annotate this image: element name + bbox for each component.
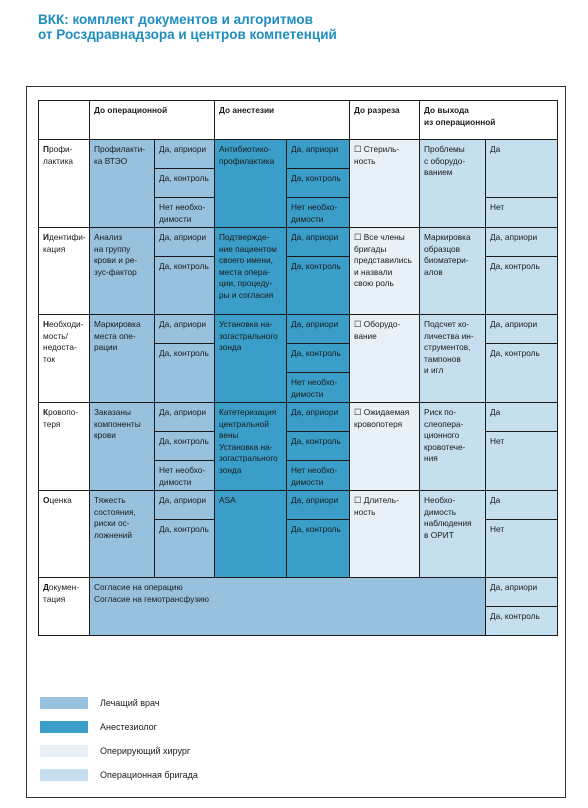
option-cell: Нет bbox=[486, 198, 558, 228]
option-cell: Да, априори bbox=[155, 315, 215, 344]
option-cell: Да, априори bbox=[287, 228, 350, 257]
option-cell: Да, априори bbox=[287, 140, 350, 169]
legend-swatch bbox=[40, 697, 88, 709]
option-cell: Да, контроль bbox=[287, 432, 350, 461]
header-before-anesthesia: До анестезии bbox=[215, 101, 350, 140]
legend-swatch bbox=[40, 745, 88, 757]
header-before-incision: До разреза bbox=[350, 101, 420, 140]
option-cell: Да, априори bbox=[287, 491, 350, 520]
header-empty bbox=[39, 101, 90, 140]
option-cell: Да, контроль bbox=[287, 169, 350, 198]
option-cell: Да, априори bbox=[486, 578, 558, 607]
legend-label: Операционная бригада bbox=[100, 770, 198, 780]
row-head-bloodloss: Кровопо- теря bbox=[39, 403, 90, 491]
option-cell: Да, контроль bbox=[155, 344, 215, 403]
option-cell: Да, априори bbox=[155, 491, 215, 520]
option-cell: Да, априори bbox=[287, 315, 350, 344]
option-cell: Нет необхо- димости bbox=[287, 373, 350, 403]
option-cell: Да, контроль bbox=[486, 344, 558, 403]
option-cell: Да, контроль bbox=[155, 520, 215, 578]
option-cell: Да bbox=[486, 491, 558, 520]
cell: Антибиотико- профилактика bbox=[215, 140, 287, 228]
title-line-2: от Росздравнадзора и центров компетенций bbox=[38, 27, 337, 42]
option-cell: Да, контроль bbox=[155, 169, 215, 198]
option-cell: Да, контроль bbox=[287, 257, 350, 315]
option-cell: Да, контроль bbox=[287, 344, 350, 373]
option-cell: Нет bbox=[486, 520, 558, 578]
option-cell: Да, априори bbox=[287, 403, 350, 432]
option-cell: Да, априори bbox=[155, 140, 215, 169]
option-cell: Да bbox=[486, 140, 558, 198]
title-line-1: ВКК: комплект документов и алгоритмов bbox=[38, 12, 313, 27]
cell: Маркировка места опе- рации bbox=[90, 315, 155, 403]
option-cell: Да, априори bbox=[486, 228, 558, 257]
checkbox-cell: ☐ Стериль- ность bbox=[350, 140, 420, 228]
cell: Заказаны компоненты крови bbox=[90, 403, 155, 491]
option-cell: Да bbox=[486, 403, 558, 432]
cell: Подсчет ко- личества ин- струментов, тампонов и игл bbox=[420, 315, 486, 403]
row-head-prophylaxis: Профи- лактика bbox=[39, 140, 90, 228]
table-row bbox=[39, 578, 558, 607]
row-head-need: Необходи- мость/ недоста- ток bbox=[39, 315, 90, 403]
legend-swatch bbox=[40, 769, 88, 781]
legend-label: Лечащий врач bbox=[100, 698, 160, 708]
checkbox-cell: ☐ Длитель- ность bbox=[350, 491, 420, 578]
table-row bbox=[39, 228, 558, 257]
checkbox-cell: ☐ Оборудо- вание bbox=[350, 315, 420, 403]
option-cell: Нет необхо- димости bbox=[155, 198, 215, 228]
header-before-or: До операционной bbox=[90, 101, 215, 140]
option-cell: Да, априори bbox=[155, 403, 215, 432]
table-row bbox=[39, 315, 558, 344]
option-cell: Да, априори bbox=[155, 228, 215, 257]
option-cell: Нет необхо- димости bbox=[287, 198, 350, 228]
checklist-table bbox=[38, 100, 558, 636]
cell: Анализ на группу крови и ре- зус-фактор bbox=[90, 228, 155, 315]
cell: Необхо- димость наблюдения в ОРИТ bbox=[420, 491, 486, 578]
option-cell: Нет необхо- димости bbox=[287, 461, 350, 491]
row-head-documentation: Докумен- тация bbox=[39, 578, 90, 636]
option-cell: Нет bbox=[486, 432, 558, 491]
cell: Установка на- зогастрального зонда bbox=[215, 315, 287, 403]
cell: Маркировка образцов биоматери- алов bbox=[420, 228, 486, 315]
option-cell: Да, контроль bbox=[155, 432, 215, 461]
cell: Профилакти- ка ВТЭО bbox=[90, 140, 155, 228]
row-head-assessment: Оценка bbox=[39, 491, 90, 578]
page-title bbox=[38, 12, 337, 42]
option-cell: Да, контроль bbox=[486, 257, 558, 315]
legend-swatch bbox=[40, 721, 88, 733]
legend-label: Оперирующий хирург bbox=[100, 746, 191, 756]
table-row bbox=[39, 403, 558, 432]
option-cell: Да, контроль bbox=[155, 257, 215, 315]
header-before-leaving: До выхода из операционной bbox=[420, 101, 558, 140]
checkbox-cell: ☐ Все члены бригады представились и назвали свою роль bbox=[350, 228, 420, 315]
cell: Подтвержде- ние пациентом своего имени, места опера- ции, процеду- ры и согласия bbox=[215, 228, 287, 315]
option-cell: Да, контроль bbox=[287, 520, 350, 578]
table-row bbox=[39, 140, 558, 169]
option-cell: Да, априори bbox=[486, 315, 558, 344]
header-row bbox=[39, 101, 558, 140]
cell: Риск по- слеопера- ционного кровотече- ния bbox=[420, 403, 486, 491]
row-head-identification: Идентифи- кация bbox=[39, 228, 90, 315]
cell: ASA bbox=[215, 491, 287, 578]
legend-label: Анестезиолог bbox=[100, 722, 157, 732]
cell: Катетеризация центральной вены Установка на- зогастрального зонда bbox=[215, 403, 287, 491]
cell: Согласие на операцию Согласие на гемотрансфузию bbox=[90, 578, 486, 636]
checkbox-cell: ☐ Ожидаемая кровопотеря bbox=[350, 403, 420, 491]
option-cell: Нет необхо- димости bbox=[155, 461, 215, 491]
cell: Проблемы с оборудо- ванием bbox=[420, 140, 486, 228]
cell: Тяжесть состояния, риски ос- ложнений bbox=[90, 491, 155, 578]
table-row bbox=[39, 491, 558, 520]
option-cell: Да, контроль bbox=[486, 607, 558, 636]
